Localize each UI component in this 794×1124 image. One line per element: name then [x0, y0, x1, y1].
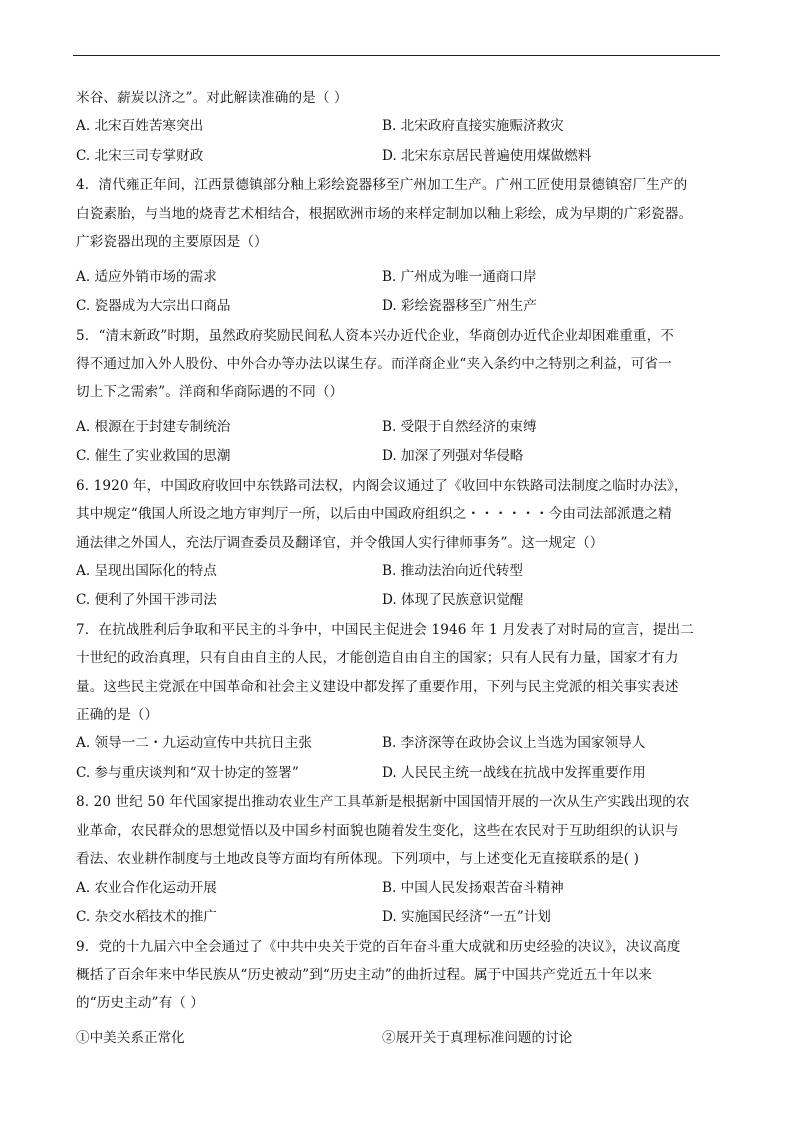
question-stem-line: 得不通过加入外人股份、中外合办等办法以谋生存。而洋商企业“夹入条约中之特别之利益，可省一: [76, 355, 672, 372]
options-row: [76, 729, 721, 759]
options-row: [76, 292, 721, 322]
option-a[interactable]: A. 领导一二・九运动宣传中共抗日主张: [76, 735, 312, 752]
question-4: [76, 171, 721, 321]
question-stem-line: 5．“清末新政”时期，虽然政府奖励民间私人资本兴办近代企业，华商创办近代企业却困难重重，不: [76, 327, 674, 344]
question-stem-line: 8. 20 世纪 50 年代国家提出推动农业生产工具革新是根据新中国国情开展的一次从生产实践出现的农: [76, 794, 690, 811]
option-d[interactable]: D. 彩绘瓷器移至广州生产: [382, 298, 537, 315]
option-d[interactable]: D. 人民民主统一战线在抗战中发挥重要作用: [382, 764, 646, 781]
question-stem-line: 看法、农业耕作制度与土地改良等方面均有所体现。下列项中，与上述变化无直接联系的是( ): [76, 851, 639, 868]
option-a[interactable]: A. 根源在于封建专制统治: [76, 418, 231, 435]
options-row: [76, 112, 721, 142]
options-row: [76, 586, 721, 616]
option-d[interactable]: D. 北宋东京居民普遍使用煤做燃料: [382, 147, 592, 164]
option-a[interactable]: A. 北宋百姓苦寒突出: [76, 118, 204, 135]
option-2[interactable]: ②展开关于真理标准问题的讨论: [382, 1029, 573, 1046]
question-stem-line: 6. 1920 年，中国政府收回中东铁路司法权，内阁会议通过了《收回中东铁路司法制度之临时办法》，: [76, 477, 688, 494]
options-row: [76, 557, 721, 587]
option-b[interactable]: B. 广州成为唯一通商口岸: [382, 268, 537, 285]
options-row: [76, 442, 721, 472]
question-stem-line: 概括了百余年来中华民族从“历史被动”到“历史主动”的曲折过程。属于中国共产党近五十年以来: [76, 967, 652, 984]
option-b[interactable]: B. 中国人民发扬艰苦奋斗精神: [382, 879, 564, 896]
question-stem-line: 白瓷素胎，与当地的烧青艺术相结合，根据欧洲市场的来样定制加以釉上彩绘，成为早期的广彩瓷器。: [76, 205, 693, 222]
option-c[interactable]: C. 瓷器成为大宗出口商品: [76, 298, 231, 315]
question-stem-line: 业革命，农民群众的思想觉悟以及中国乡村面貌也随着发生变化，这些在农民对于互助组织的认识与: [76, 822, 679, 839]
question-stem-line: 的“历史主动”有（ ）: [76, 995, 205, 1012]
options-row: [76, 759, 721, 789]
question-stem-line: 9．党的十九届六中全会通过了《中共中央关于党的百年奋斗重大成就和历史经验的决议》，决议高度: [76, 938, 681, 955]
question-9: [76, 933, 721, 1054]
option-b[interactable]: B. 推动法治向近代转型: [382, 562, 523, 579]
question-stem-line: 量。这些民主党派在中国革命和社会主义建设中都发挥了重要作用，下列与民主党派的相关事实表述: [76, 678, 679, 695]
option-b[interactable]: B. 北宋政府直接实施赈济救灾: [382, 118, 564, 135]
question-8: [76, 788, 721, 932]
question-stem-line: 切上下之需索”。洋商和华商际遇的不同（）: [76, 384, 344, 401]
question-stem-line: 其中规定“俄国人所设之地方审判厅一所，以后由中国政府组织之・・・・・・今由司法部派遣之精: [76, 506, 672, 523]
question-6: [76, 472, 721, 616]
question-3: [76, 84, 721, 171]
option-d[interactable]: D. 加深了列强对华侵略: [382, 448, 524, 465]
option-d[interactable]: D. 实施国民经济“一五”计划: [382, 909, 551, 926]
question-stem-line: 米谷、薪炭以济之”。对此解读准确的是（ ）: [76, 90, 348, 106]
question-7: [76, 616, 721, 789]
option-c[interactable]: C. 便利了外国干涉司法: [76, 592, 217, 609]
option-a[interactable]: A. 呈现出国际化的特点: [76, 562, 217, 579]
option-a[interactable]: A. 农业合作化运动开展: [76, 879, 217, 896]
option-c[interactable]: C. 催生了实业救国的思潮: [76, 448, 231, 465]
question-stem-line: 4．清代雍正年间，江西景德镇部分釉上彩绘瓷器移至广州加工生产。广州工匠使用景德镇窑厂生产的: [76, 177, 688, 194]
option-c[interactable]: C. 参与重庆谈判和“双十协定的签署”: [76, 764, 299, 781]
question-stem-line: 正确的是（）: [76, 707, 159, 724]
question-stem-line: 十世纪的政治真理，只有自由自主的人民，才能创造自由自主的国家；只有人民有力量，国家才有力: [76, 650, 679, 667]
option-d[interactable]: D. 体现了民族意识觉醒: [382, 592, 524, 609]
options-row: [76, 142, 721, 172]
option-b[interactable]: B. 受限于自然经济的束缚: [382, 418, 537, 435]
option-c[interactable]: C. 杂交水稻技术的推广: [76, 909, 217, 926]
options-row: [76, 263, 721, 293]
question-stem-line: 通法律之外国人，充法厅调查委员及翻译官，并令俄国人实行律师事务”。这一规定（）: [76, 534, 604, 551]
options-row: [76, 874, 721, 904]
option-b[interactable]: B. 李济深等在政协会议上当选为国家领导人: [382, 735, 646, 752]
question-stem-line: 7．在抗战胜利后争取和平民主的斗争中，中国民主促进会 1946 年 1 月发表了对时局的宣言，提出二: [76, 621, 694, 638]
option-1[interactable]: ①中美关系正常化: [76, 1029, 185, 1046]
options-row: [76, 1024, 721, 1054]
header-rule: [73, 55, 720, 56]
exam-page: [76, 84, 721, 1053]
option-c[interactable]: C. 北宋三司专掌财政: [76, 147, 204, 164]
question-5: [76, 322, 721, 472]
options-row: [76, 903, 721, 933]
options-row: [76, 413, 721, 443]
option-a[interactable]: A. 适应外销市场的需求: [76, 268, 217, 285]
question-stem-line: 广彩瓷器出现的主要原因是（）: [76, 234, 268, 251]
